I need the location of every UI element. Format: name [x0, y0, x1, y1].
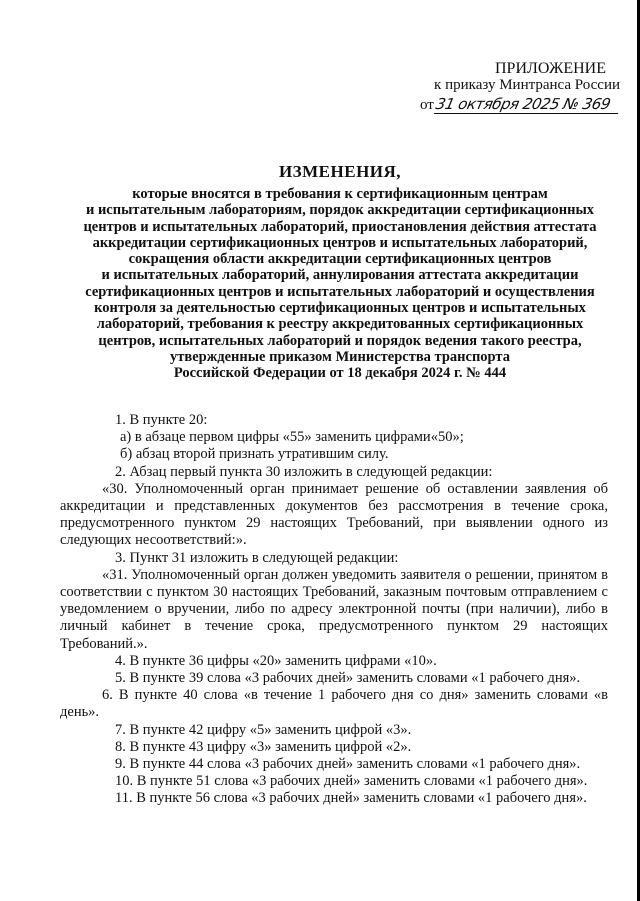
item-1: 1. В пункте 20: — [115, 412, 208, 428]
heading-line: и испытательных лабораторий, аннулирования аттестата аккредитации — [101, 267, 579, 284]
heading-title: ИЗМЕНЕНИЯ, — [278, 162, 402, 181]
handwritten-date-number: 31 октября 2025 № 369 — [434, 95, 622, 114]
appendix-date-line — [420, 95, 620, 114]
item-3-quote: «31. Уполномоченный орган должен уведомить заявителя о решении, принятом в соответствии с пунктом 30 настоящих Требований, заказным почтовым отправлением с уведомлением о вручении, либо по адресу электронной почты (при наличии), либо в личный кабинет в течение срока, предусмотренного пунктом 29 настоящих Требований.». — [60, 566, 608, 652]
item-4: 4. В пункте 36 цифры «20» заменить цифрами «10». — [115, 652, 437, 669]
heading-line: сокращения области аккредитации сертификационных центров — [128, 251, 552, 268]
item-3: 3. Пункт 31 изложить в следующей редакции: — [115, 549, 399, 566]
appendix-order-ref: к приказу Минтранса России — [434, 77, 620, 93]
heading-line: утвержденные приказом Министерства транспорта — [170, 348, 510, 365]
amendments-body — [60, 412, 608, 808]
heading-line: Российской Федерации от 18 декабря 2024 г. № 444 — [173, 365, 507, 382]
item-9: 9. В пункте 44 слова «3 рабочих дней» заменить словами «1 рабочего дня». — [115, 756, 581, 773]
item-7: 7. В пункте 42 цифру «5» заменить цифрой «3». — [115, 721, 412, 738]
item-2-quote: «30. Уполномоченный орган принимает решение об оставлении заявления об аккредитации и представленных документов без рассмотрения в течение срока, предусмотренного пунктом 29 настоящих Требований, при выявлении одного из следующих несоответствий:». — [60, 480, 608, 549]
item-1a: а) в абзаце первом цифры «55» заменить цифрами«50»; — [120, 429, 464, 446]
heading-line: центров и испытательных лабораторий, приостановления действия аттестата — [83, 218, 597, 235]
heading-line: лабораторий, требования к реестру аккредитованных сертификационных — [96, 316, 584, 333]
item-5: 5. В пункте 39 слова «3 рабочих дней» заменить словами «1 рабочего дня». — [115, 670, 581, 687]
heading-line: и испытательным лабораториям, порядок аккредитации сертификационных — [85, 202, 595, 219]
item-6: 6. В пункте 40 слова «в течение 1 рабочего дня со дня» заменить словами «в день». — [60, 687, 608, 721]
appendix-block — [420, 60, 620, 114]
heading-line: аккредитации сертификационных центров и испытательных лабораторий, — [92, 234, 588, 251]
item-8: 8. В пункте 43 цифру «3» заменить цифрой «2». — [115, 738, 412, 755]
item-1b: б) абзац второй признать утратившим силу. — [120, 446, 389, 463]
heading-line: сертификационных центров и испытательных лабораторий и осуществления — [85, 283, 595, 300]
item-2: 2. Абзац первый пункта 30 изложить в следующей редакции: — [115, 463, 493, 480]
heading-line: центров, испытательных лабораторий и порядок ведения такого реестра, — [98, 332, 582, 349]
document-heading — [60, 162, 620, 382]
heading-line: которые вносятся в требования к сертификационным центрам — [132, 186, 548, 202]
appendix-title: ПРИЛОЖЕНИЕ — [494, 60, 606, 77]
heading-line: контроля за деятельностью сертификационных центров и испытательных — [94, 300, 586, 317]
item-11: 11. В пункте 56 слова «3 рабочих дней» заменить словами «1 рабочего дня». — [115, 790, 587, 807]
appendix-date-prefix: от — [420, 97, 434, 113]
item-10: 10. В пункте 51 слова «3 рабочих дней» заменить словами «1 рабочего дня». — [115, 773, 588, 790]
